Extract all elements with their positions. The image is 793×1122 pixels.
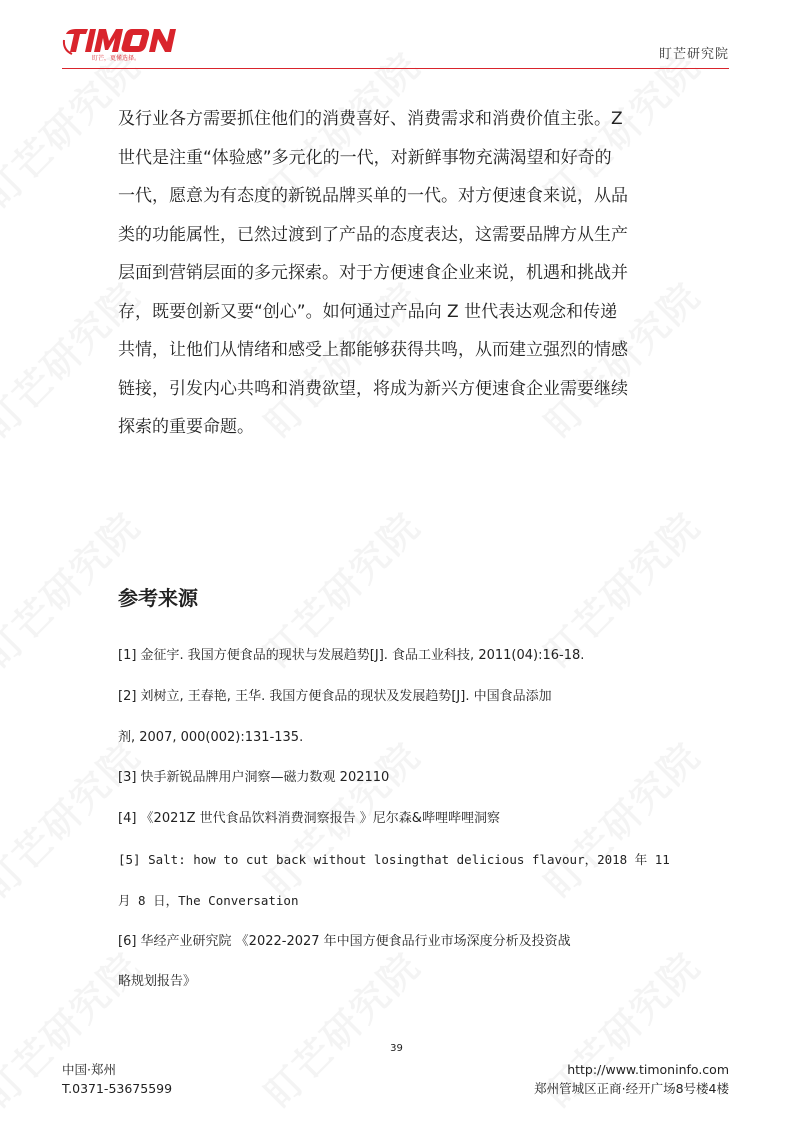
reference-line: [4] 《2021Z 世代食品饮料消费洞察报告 》尼尔森&哔哩哔哩洞察 [118, 811, 500, 827]
reference-line: 略规划报告》 [118, 974, 197, 990]
reference-line: [5] Salt: how to cut back without losingthat delicious flavour，2018 年 11 [118, 851, 670, 867]
reference-line: 剂, 2007, 000(002):131-135. [118, 729, 304, 745]
reference-list [118, 646, 680, 1013]
body-line: 世代是注重“体验感”多元化的一代，对新鲜事物充满渴望和好奇的 [118, 147, 612, 168]
footer-phone: T.0371-53675599 [62, 1081, 173, 1096]
logo-tagline: 盯芒，更懂选择。 [92, 55, 141, 62]
reference-line: [1] 金征宇. 我国方便食品的现状与发展趋势[J]. 食品工业科技, 2011(04):16-18. [118, 648, 585, 663]
body-line: 类的功能属性，已然过渡到了产品的态度表达，这需要品牌方从生产 [118, 224, 628, 245]
body-line: 存，既要创新又要“创心”。如何通过产品向 Z 世代表达观念和传递 [118, 301, 618, 322]
body-line: 链接，引发内心共鸣和消费欲望，将成为新兴方便速食企业需要继续 [118, 378, 628, 399]
body-paragraph [118, 100, 680, 447]
institute-name: 盯芒研究院 [658, 47, 729, 62]
references-heading: 参考来源 [118, 586, 198, 610]
footer-address: 郑州管城区正商·经开广场8号楼4楼 [534, 1081, 729, 1096]
footer-contact [62, 1060, 172, 1098]
footer-location: 中国·郑州 [62, 1062, 116, 1077]
header-divider [62, 68, 729, 69]
reference-line: [6] 华经产业研究院 《2022-2027 年中国方便食品行业市场深度分析及投资战 [118, 933, 571, 949]
body-line: 层面到营销层面的多元探索。对于方便速食企业来说，机遇和挑战并 [118, 263, 628, 283]
body-line: 一代，愿意为有态度的新锐品牌买单的一代。对方便速食来说，从品 [118, 186, 628, 206]
timon-logo [62, 26, 180, 66]
footer-address-block [534, 1060, 729, 1098]
page-number: 39 [390, 1043, 403, 1054]
reference-line: [2] 刘树立, 王春艳, 王华. 我国方便食品的现状及发展趋势[J]. 中国食品添加 [118, 688, 552, 704]
body-line: 及行业各方需要抓住他们的消费喜好、消费需求和消费价值主张。Z [118, 109, 623, 129]
body-line: 探索的重要命题。 [118, 417, 254, 437]
reference-line: 月 8 日，The Conversation [118, 892, 299, 908]
footer-website-link[interactable]: http://www.timoninfo.com [567, 1062, 729, 1077]
body-line: 共情，让他们从情绪和感受上都能够获得共鸣，从而建立强烈的情感 [118, 340, 628, 360]
reference-line: [3] 快手新锐品牌用户洞察—磁力数观 202110 [118, 770, 390, 786]
